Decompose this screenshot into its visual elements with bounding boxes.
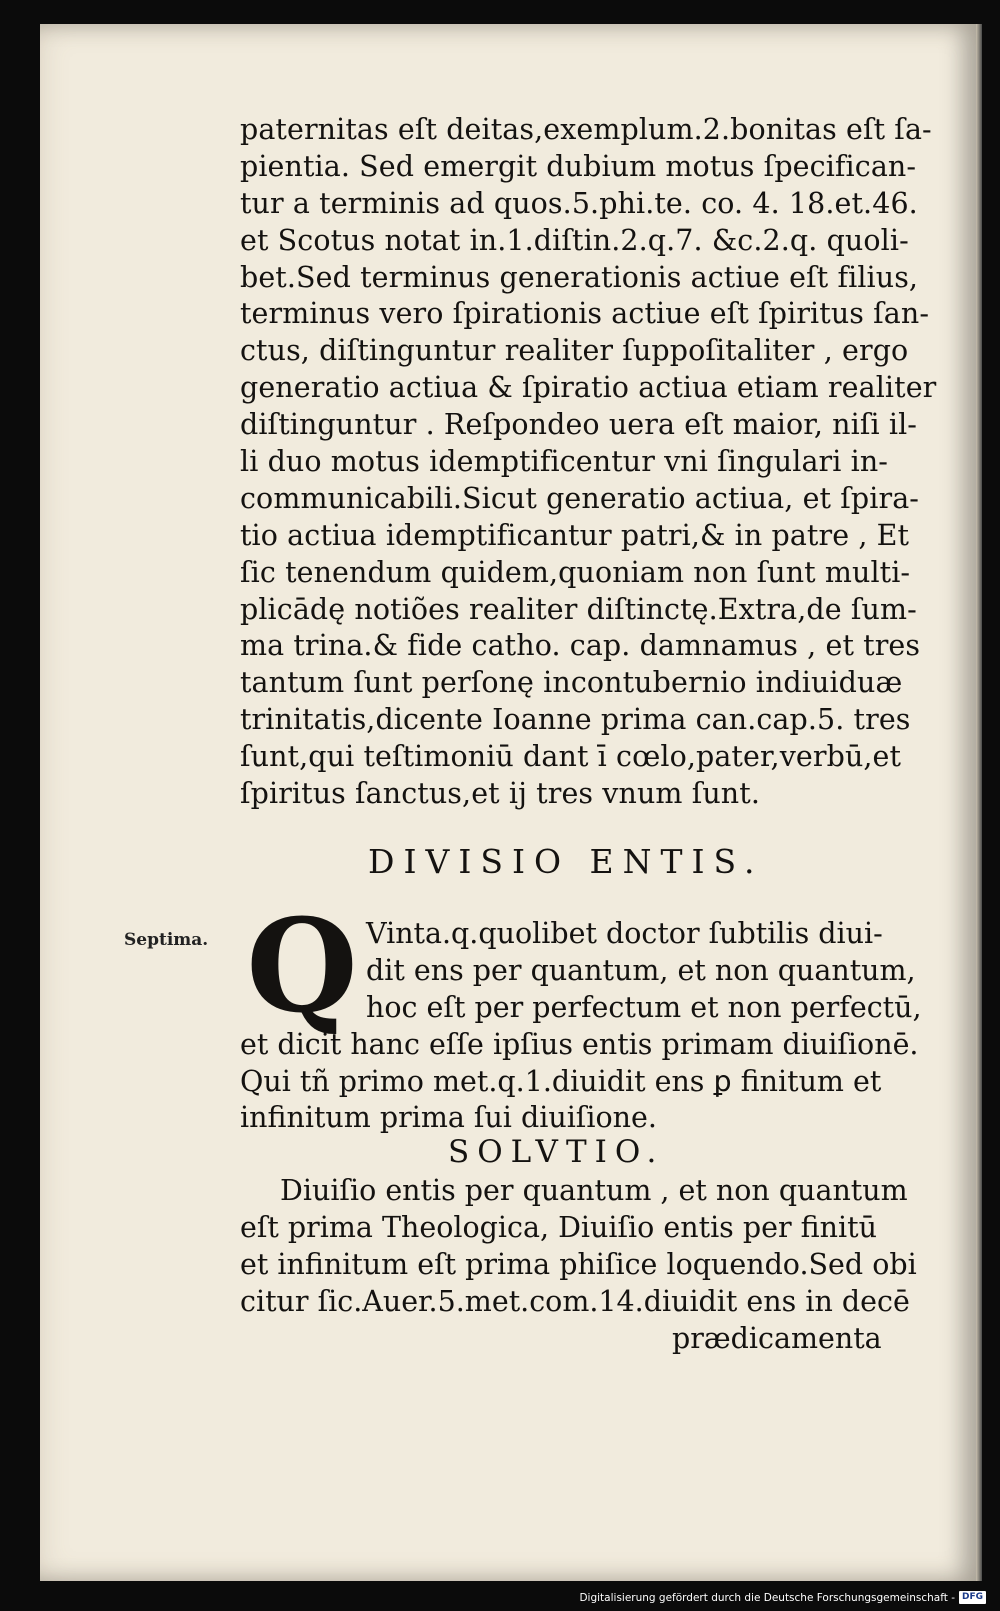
text-line: terminus vero ſpirationis actiue eſt ſpiritus ſan‑ <box>240 297 930 331</box>
page-edge <box>976 24 982 1581</box>
drop-initial: Q <box>246 892 358 1042</box>
text-line: Vinta.q.quolibet doctor ſubtilis diui‑ <box>366 917 883 950</box>
body-text-bottom <box>240 1173 930 1321</box>
marginal-note: Septima. <box>124 930 209 950</box>
text-line: infinitum prima ſui diuiſione. <box>240 1101 657 1135</box>
text-line: Qui tñ primo met.q.1.diuidit ens ꝑ finitum et <box>240 1064 882 1098</box>
text-line: ma trina.& fide catho. cap. damnamus , et tres <box>240 629 921 663</box>
text-line: generatio actiua & ſpiratio actiua etiam realiter <box>240 371 937 405</box>
text-line: hoc eſt per perfectum et non perfectū, <box>366 990 922 1024</box>
text-line: pientia. Sed emergit dubium motus ſpecifican‑ <box>240 149 917 183</box>
section-heading: DIVISIO ENTIS. <box>368 842 764 881</box>
text-line: tantum ſunt perſonę incontubernio indiuiduæ <box>240 666 903 700</box>
digitization-credit <box>579 1591 986 1604</box>
text-line: et dicit hanc eſſe ipſius entis primam diuiſionē. <box>240 1027 919 1061</box>
text-line: communicabili.Sicut generatio actiua, et ſpira‑ <box>240 481 920 515</box>
text-line: li duo motus idemptificentur vni ſingulari in‑ <box>240 445 889 479</box>
text-line: ſic tenendum quidem,quoniam non ſunt multi‑ <box>240 555 911 589</box>
text-line: bet.Sed terminus generationis actiue eſt filius, <box>240 260 919 294</box>
text-line: paternitas eſt deitas,exemplum.2.bonitas eſt ſa‑ <box>240 113 932 146</box>
text-line: tur a terminis ad quos.5.phi.te. co. 4. 18.et.46. <box>240 186 918 220</box>
text-line: et Scotus notat in.1.diſtin.2.q.7. &c.2.q. quoli‑ <box>240 223 909 257</box>
text-line: ctus, diſtinguntur realiter ſuppoſitaliter , ergo <box>240 334 909 368</box>
text-line: ſpiritus ſanctus,et ij tres vnum ſunt. <box>240 777 760 811</box>
text-line: Diuiſio entis per quantum , et non quantum <box>280 1174 908 1207</box>
text-line: plicādę notiões realiter diſtinctę.Extra,de ſum‑ <box>240 592 917 626</box>
text-line: et infinitum eſt prima phiſice loquendo.Sed obi <box>240 1247 917 1281</box>
body-text-middle <box>240 916 930 1137</box>
text-line: tio actiua idemptificantur patri,& in patre , Et <box>240 518 910 552</box>
sub-heading: SOLVTIO. <box>448 1134 665 1170</box>
text-line: dit ens per quantum, et non quantum, <box>366 953 916 987</box>
text-line: trinitatis,dicente Ioanne prima can.cap.5. tres <box>240 703 911 737</box>
credit-text: Digitalisierung gefördert durch die Deutsche Forschungsgemeinschaft - <box>579 1591 955 1604</box>
text-line: eſt prima Theologica, Diuiſio entis per finitū <box>240 1210 877 1244</box>
text-line: diſtinguntur . Reſpondeo uera eſt maior, niſi il‑ <box>240 408 918 442</box>
catchword: prædicamenta <box>672 1322 882 1355</box>
text-line: citur ſic.Auer.5.met.com.14.diuidit ens in decē <box>240 1284 910 1318</box>
body-text-top <box>240 112 937 813</box>
text-line: ſunt,qui teſtimoniū dant ī cœlo,pater,verbū,et <box>240 740 902 774</box>
dfg-logo: DFG <box>959 1591 986 1604</box>
